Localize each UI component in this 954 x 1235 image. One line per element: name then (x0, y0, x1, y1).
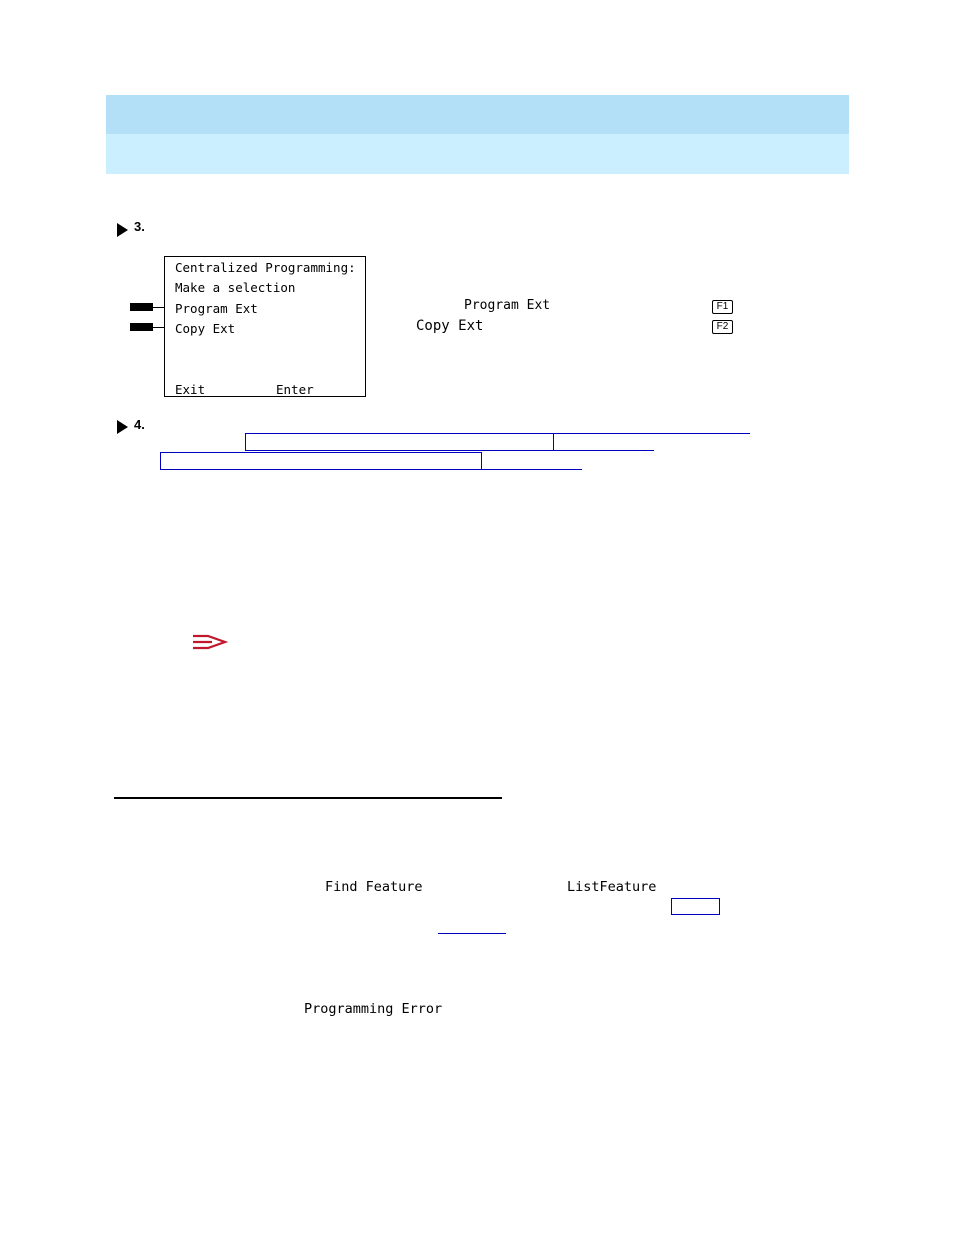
link-box-3[interactable] (671, 898, 720, 915)
line-button-1[interactable] (130, 303, 153, 311)
section-rule (114, 797, 502, 799)
link-underline-2[interactable] (554, 450, 654, 451)
link-box-2[interactable] (160, 452, 482, 470)
key-f1[interactable]: F1 (712, 300, 733, 314)
pointer-line-1 (153, 307, 164, 308)
lcd-softkey-enter[interactable]: Enter (276, 382, 314, 397)
link-underline-1[interactable] (554, 433, 750, 434)
header-band-top (106, 95, 849, 134)
programming-error-text: Programming Error (304, 1001, 443, 1017)
note-icon (192, 632, 228, 652)
link-box-1[interactable] (245, 433, 554, 451)
step-3-number: 3. (134, 219, 145, 234)
key-f2[interactable]: F2 (712, 320, 733, 334)
header-band-bottom (106, 134, 849, 174)
pointer-line-2 (153, 327, 164, 328)
line-button-2[interactable] (130, 323, 153, 331)
link-underline-5[interactable] (438, 933, 506, 934)
find-feature-text: Find Feature (325, 879, 423, 895)
step-arrow-icon (117, 223, 128, 237)
lcd-line-2: Make a selection (175, 280, 296, 295)
lcd-softkey-exit[interactable]: Exit (175, 382, 206, 397)
list-feature-text: ListFeature (567, 879, 657, 895)
step-arrow-icon (117, 420, 128, 434)
link-underline-4[interactable] (482, 469, 582, 470)
lcd-display (164, 256, 366, 397)
lcd-line-4: Copy Ext (175, 321, 236, 336)
lcd-line-3: Program Ext (175, 301, 258, 316)
step-4-number: 4. (134, 417, 145, 432)
option-program-ext: Program Ext (464, 298, 551, 313)
option-copy-ext: Copy Ext (416, 318, 484, 334)
lcd-line-1: Centralized Programming: (175, 260, 356, 275)
